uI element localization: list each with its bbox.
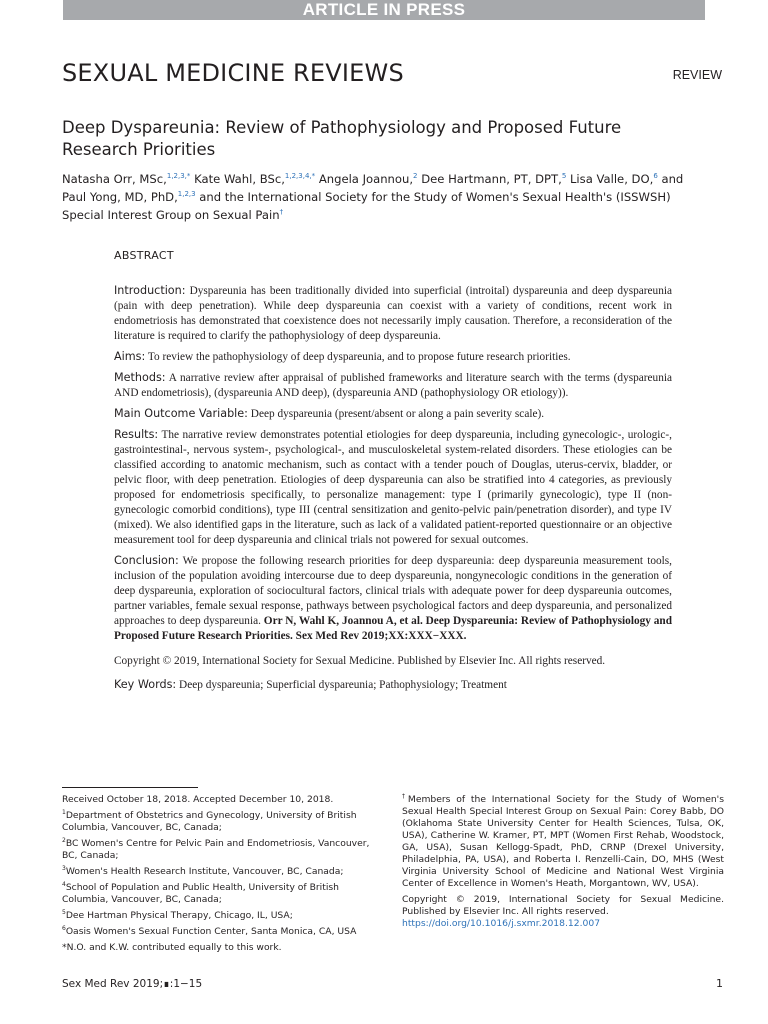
received-dates: Received October 18, 2018. Accepted December 10, 2018.: [62, 794, 334, 805]
aims-label: Aims:: [114, 350, 146, 363]
abstract-aims: [114, 349, 672, 365]
abstract-body: [114, 283, 672, 698]
author-list: [62, 170, 707, 224]
outcome-label: Main Outcome Variable:: [114, 407, 248, 420]
keywords-label: Key Words:: [114, 678, 177, 691]
conclusion-label: Conclusion:: [114, 554, 179, 567]
affiliation-4-text: School of Population and Public Health, University of British Columbia, Vancouver, BC, Canada;: [62, 882, 339, 905]
doi-link[interactable]: https://doi.org/10.1016/j.sxmr.2018.12.007: [402, 918, 601, 929]
abstract-methods: [114, 370, 672, 401]
abstract-copyright: Copyright © 2019, International Society for Sexual Medicine. Published by Elsevier Inc. All rights reserved.: [114, 655, 606, 667]
article-in-press-banner: ARTICLE IN PRESS: [63, 0, 705, 20]
methods-text: A narrative review after appraisal of published frameworks and literature search with the terms (dyspareunia AND endometriosis), (dyspareunia AND deep), (dyspareunia AND (pathophysiology OR etiology)).: [114, 372, 672, 399]
footnote-divider: [62, 787, 198, 788]
author-orr: Natasha Orr, MSc,: [62, 172, 167, 186]
affiliation-1-text: Department of Obstetrics and Gynecology, University of British Columbia, Vancouver, BC, Canada;: [62, 810, 357, 833]
footer-citation: Sex Med Rev 2019;∎:1−15: [62, 978, 203, 990]
affiliation-2: [62, 838, 384, 862]
affiliation-3-text: Women's Health Research Institute, Vancouver, BC, Canada;: [65, 866, 344, 877]
affiliation-6-text: Oasis Women's Sexual Function Center, Santa Monica, CA, USA: [65, 926, 357, 937]
author-orr-affil: 1,2,3,*: [166, 172, 191, 180]
footnotes-right: [402, 794, 724, 934]
footnotes-left: [62, 794, 384, 958]
conclusion-text: We propose the following research priorities for deep dyspareunia: deep dyspareunia measurement tools, inclusion of the population avoiding intercourse due to deep dyspareunia, nongynecologic conditions in the generation of deep dyspareunia, exploration of sociocultural factors, clinical trials with adequate power for deep dyspareunia outcomes, partner variables, female sexual response, pathways between psychological factors and deep dyspareunia, and personalized approaches to deep dyspareunia.: [114, 555, 672, 627]
author-group: and the International Society for the Study of Women's Sexual Health's (ISSWSH) Special Interest Group on Sexual Pain: [62, 190, 671, 222]
author-hartmann: Dee Hartmann, PT, DPT,: [421, 172, 562, 186]
abstract-heading: ABSTRACT: [114, 249, 174, 262]
author-wahl-affil: 1,2,3,4,*: [284, 172, 316, 180]
affiliation-6-num: 6: [62, 925, 66, 932]
affiliation-2-num: 2: [62, 837, 66, 844]
affiliation-1: [62, 810, 384, 834]
author-valle: Lisa Valle, DO,: [569, 172, 654, 186]
affiliation-6: [62, 926, 384, 938]
methods-label: Methods:: [114, 371, 166, 384]
abstract-introduction: [114, 283, 672, 344]
introduction-text: Dyspareunia has been traditionally divided into superficial (introital) dyspareunia and deep dyspareunia (pain with deep penetration). While deep dyspareunia can coexist with a variety of conditions, recent work in endometriosis has demonstrated that coexistence does not necessarily imply causation. Therefore, a reconsideration of the literature is required to clarify the pathophysiology of deep dyspareunia.: [114, 285, 672, 342]
citation-text: Orr N, Wahl K, Joannou A, et al. Deep Dyspareunia: Review of Pathophysiology and Proposed Future Research Priorities. Sex Med Rev 2019;XX:XXX−XXX.: [114, 615, 672, 642]
affiliation-2-text: BC Women's Centre for Pelvic Pain and Endometriosis, Vancouver, BC, Canada;: [62, 838, 370, 861]
aims-text: To review the pathophysiology of deep dyspareunia, and to propose future research priorities.: [147, 351, 571, 363]
group-members-note: [402, 794, 724, 890]
abstract-conclusion: [114, 553, 672, 644]
affiliation-3-num: 3: [62, 865, 66, 872]
group-members-text: Members of the International Society for the Study of Women's Sexual Health Special Interest Group on Sexual Pain: Corey Babb, DO (Oklahoma State University Center for Health Sciences, Tulsa, OK, USA), Catherine W. Kramer, PT, MPT (Women First Rehab, Woodstock, GA, USA), Susan Kellogg-Spadt, PhD, CRNP (Drexel University, Philadelphia, PA, USA), and Roberta I. Renzelli-Cain, DO, MHS (West Virginia University School of Medicine and National West Virginia Center of Excellence in Women's Heath, Morgantown, WV, USA).: [402, 794, 724, 889]
abstract-keywords: [114, 677, 672, 693]
affiliation-5: [62, 910, 384, 922]
affiliation-1-num: 1: [62, 809, 66, 816]
results-label: Results:: [114, 428, 159, 441]
journal-title: SEXUAL MEDICINE REVIEWS: [62, 59, 404, 87]
doi-line: [402, 918, 724, 930]
author-and: and: [661, 172, 684, 186]
author-valle-affil: 6: [653, 172, 658, 180]
keywords-text: Deep dyspareunia; Superficial dyspareunia; Pathophysiology; Treatment: [179, 679, 507, 691]
author-joannou: Angela Joannou,: [318, 172, 414, 186]
abstract-outcome: [114, 406, 672, 422]
article-type-label: REVIEW: [672, 68, 722, 82]
introduction-label: Introduction:: [114, 284, 186, 297]
author-yong-affil: 1,2,3: [177, 190, 196, 198]
equal-contribution-note: *N.O. and K.W. contributed equally to this work.: [62, 942, 282, 953]
author-hartmann-affil: 5: [561, 172, 567, 180]
affiliation-3: [62, 866, 384, 878]
page-number: 1: [716, 977, 723, 990]
footnote-copyright: [402, 894, 724, 918]
outcome-text: Deep dyspareunia (present/absent or along a pain severity scale).: [250, 408, 545, 420]
results-text: The narrative review demonstrates potential etiologies for deep dyspareunia, including gynecologic-, urologic-, gastrointestinal-, nervous system-, psychological-, and musculoskeletal system-related disorders. These etiologies can be classified according to anatomic mechanism, such as contact with a tender pouch of Douglas, uterus-cervix, bladder, or pelvic floor, with deep penetration. Etiologies of deep dyspareunia can also be stratified into 4 categories, as previously proposed for endometriosis specifically, to personalize management: type I (primarily gynecologic), type II (non-gynecologic comorbid conditions), type III (central sensitization and genito-pelvic pain/penetration disorder), and type IV (mixed). We also identified gaps in the literature, such as lack of a validated patient-reported questionnaire or an objective measurement tool for deep dyspareunia and clinical trials not powered for sexual outcomes.: [114, 429, 672, 546]
group-members-mark: †: [402, 793, 408, 800]
affiliation-5-text: Dee Hartman Physical Therapy, Chicago, IL, USA;: [65, 910, 293, 921]
author-yong: Paul Yong, MD, PhD,: [62, 190, 178, 204]
footnote-copyright-text: Copyright © 2019, International Society for Sexual Medicine. Published by Elsevier Inc. All rights reserved.: [402, 894, 724, 917]
affiliation-5-num: 5: [62, 909, 66, 916]
abstract-results: [114, 427, 672, 548]
article-title: Deep Dyspareunia: Review of Pathophysiology and Proposed Future Research Priorities: [62, 118, 622, 159]
affiliation-4: [62, 882, 384, 906]
author-group-note: †: [279, 208, 284, 216]
affiliation-4-num: 4: [62, 881, 66, 888]
author-joannou-affil: 2: [413, 172, 418, 180]
author-wahl: Kate Wahl, BSc,: [194, 172, 285, 186]
